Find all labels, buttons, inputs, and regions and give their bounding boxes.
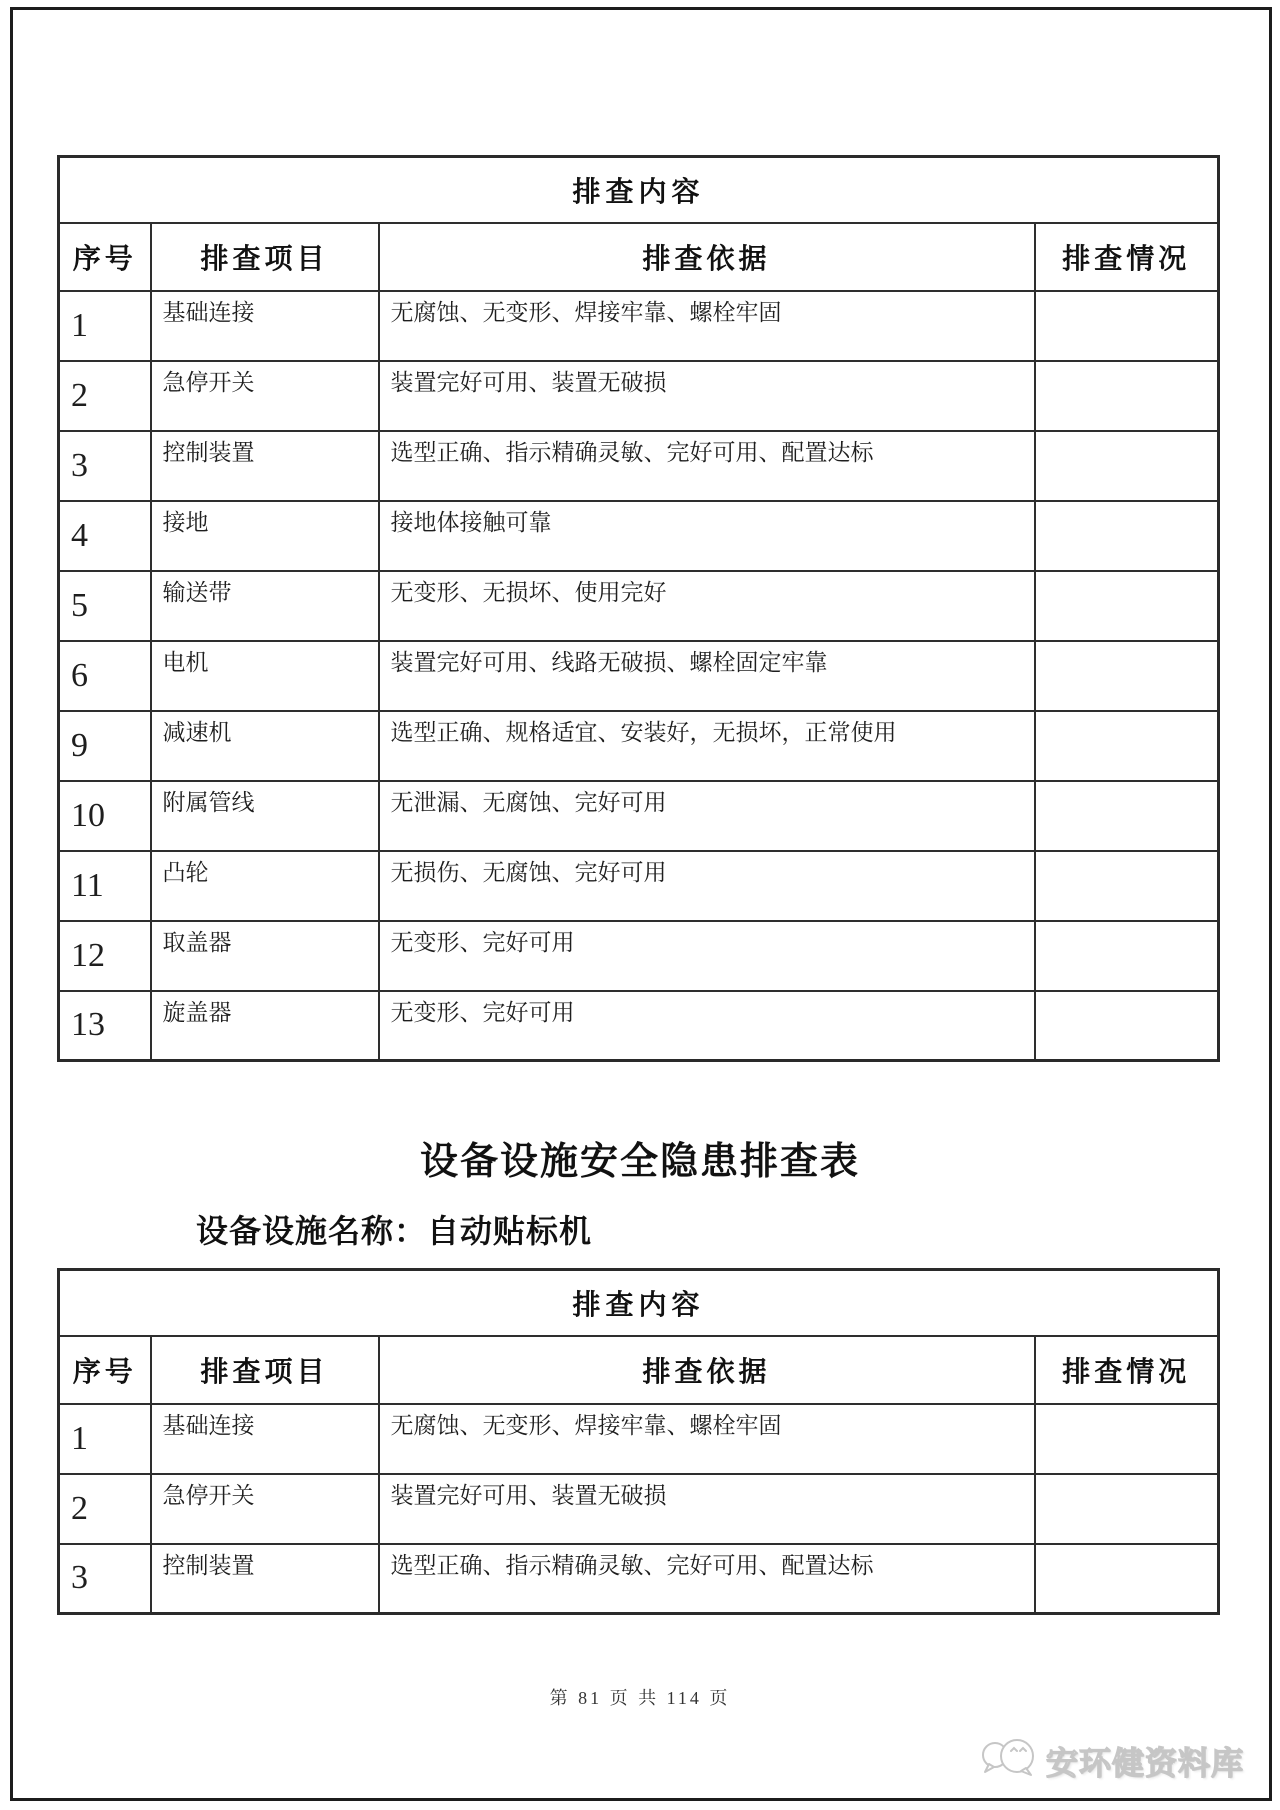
row-number-cell: 1 [59, 1404, 151, 1474]
basis-cell: 无泄漏、无腐蚀、完好可用 [379, 781, 1035, 851]
table-row [59, 291, 1219, 361]
row-number-cell: 9 [59, 711, 151, 781]
column-header-row [59, 223, 1219, 291]
status-cell [1035, 1404, 1219, 1474]
table-row [59, 501, 1219, 571]
basis-cell: 装置完好可用、线路无破损、螺栓固定牢靠 [379, 641, 1035, 711]
table-row [59, 1544, 1219, 1614]
basis-cell: 无腐蚀、无变形、焊接牢靠、螺栓牢固 [379, 291, 1035, 361]
inspection-table-2 [57, 1268, 1220, 1615]
row-number-cell: 12 [59, 921, 151, 991]
item-cell: 电机 [151, 641, 379, 711]
table-row [59, 1404, 1219, 1474]
watermark [980, 1736, 1244, 1785]
status-cell [1035, 361, 1219, 431]
item-cell: 输送带 [151, 571, 379, 641]
item-cell: 控制装置 [151, 431, 379, 501]
table-title-row [59, 1270, 1219, 1336]
col-header-status: 排查情况 [1035, 223, 1219, 291]
row-number-cell: 3 [59, 431, 151, 501]
item-cell: 取盖器 [151, 921, 379, 991]
col-header-item: 排查项目 [151, 223, 379, 291]
table-row [59, 431, 1219, 501]
col-header-item: 排查项目 [151, 1336, 379, 1404]
row-number-cell: 4 [59, 501, 151, 571]
status-cell [1035, 641, 1219, 711]
item-cell: 旋盖器 [151, 991, 379, 1061]
status-cell [1035, 501, 1219, 571]
item-cell: 减速机 [151, 711, 379, 781]
table-row [59, 991, 1219, 1061]
inspection-table-1 [57, 155, 1220, 1062]
status-cell [1035, 1474, 1219, 1544]
table-body [59, 1404, 1219, 1614]
basis-cell: 无损伤、无腐蚀、完好可用 [379, 851, 1035, 921]
basis-cell: 无腐蚀、无变形、焊接牢靠、螺栓牢固 [379, 1404, 1035, 1474]
row-number-cell: 2 [59, 1474, 151, 1544]
page-number: 第 81 页 共 114 页 [549, 1688, 731, 1708]
table-row [59, 571, 1219, 641]
basis-cell: 选型正确、规格适宜、安装好，无损坏，正常使用 [379, 711, 1035, 781]
item-cell: 基础连接 [151, 1404, 379, 1474]
row-number-cell: 6 [59, 641, 151, 711]
table-title: 排查内容 [59, 1270, 1219, 1336]
col-header-status: 排查情况 [1035, 1336, 1219, 1404]
status-cell [1035, 571, 1219, 641]
basis-cell: 无变形、完好可用 [379, 921, 1035, 991]
table-row [59, 1474, 1219, 1544]
basis-cell: 无变形、完好可用 [379, 991, 1035, 1061]
basis-cell: 无变形、无损坏、使用完好 [379, 571, 1035, 641]
status-cell [1035, 991, 1219, 1061]
row-number-cell: 5 [59, 571, 151, 641]
status-cell [1035, 921, 1219, 991]
row-number-cell: 13 [59, 991, 151, 1061]
basis-cell: 装置完好可用、装置无破损 [379, 361, 1035, 431]
basis-cell: 接地体接触可靠 [379, 501, 1035, 571]
col-header-basis: 排查依据 [379, 223, 1035, 291]
row-number-cell: 2 [59, 361, 151, 431]
table-row [59, 921, 1219, 991]
col-header-number: 序号 [59, 1336, 151, 1404]
item-cell: 凸轮 [151, 851, 379, 921]
column-header-row [59, 1336, 1219, 1404]
basis-cell: 选型正确、指示精确灵敏、完好可用、配置达标 [379, 1544, 1035, 1614]
status-cell [1035, 851, 1219, 921]
table-row [59, 851, 1219, 921]
row-number-cell: 1 [59, 291, 151, 361]
basis-cell: 选型正确、指示精确灵敏、完好可用、配置达标 [379, 431, 1035, 501]
item-cell: 急停开关 [151, 361, 379, 431]
item-cell: 控制装置 [151, 1544, 379, 1614]
status-cell [1035, 711, 1219, 781]
table-row [59, 711, 1219, 781]
item-cell: 急停开关 [151, 1474, 379, 1544]
item-cell: 接地 [151, 501, 379, 571]
col-header-basis: 排查依据 [379, 1336, 1035, 1404]
watermark-text: 安环健资料库 [1046, 1744, 1245, 1781]
row-number-cell: 10 [59, 781, 151, 851]
table-row [59, 361, 1219, 431]
chat-bubbles-icon [980, 1736, 1038, 1785]
item-cell: 基础连接 [151, 291, 379, 361]
col-header-number: 序号 [59, 223, 151, 291]
table-title: 排查内容 [59, 157, 1219, 223]
row-number-cell: 11 [59, 851, 151, 921]
row-number-cell: 3 [59, 1544, 151, 1614]
status-cell [1035, 1544, 1219, 1614]
table-title-row [59, 157, 1219, 223]
status-cell [1035, 431, 1219, 501]
item-cell: 附属管线 [151, 781, 379, 851]
section-title: 设备设施安全隐患排查表 [419, 1141, 860, 1183]
equipment-name-label: 设备设施名称：自动贴标机 [196, 1213, 593, 1249]
status-cell [1035, 291, 1219, 361]
table-body [59, 291, 1219, 1061]
basis-cell: 装置完好可用、装置无破损 [379, 1474, 1035, 1544]
status-cell [1035, 781, 1219, 851]
table-row [59, 641, 1219, 711]
table-row [59, 781, 1219, 851]
